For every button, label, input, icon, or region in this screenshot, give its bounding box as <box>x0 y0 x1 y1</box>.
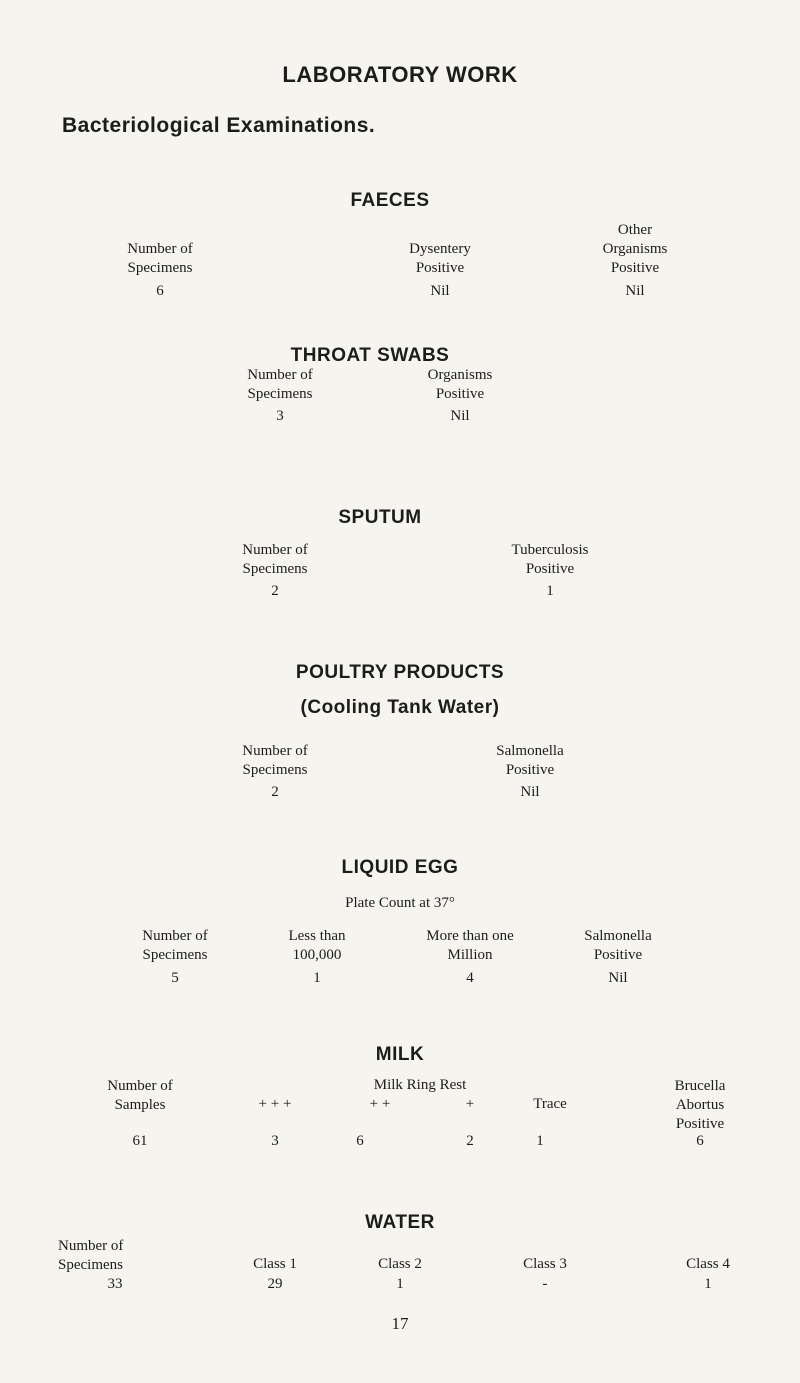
faeces-other-value: Nil <box>625 283 645 299</box>
milk-brucella-value: 6 <box>696 1133 704 1149</box>
poultry-subheading: (Cooling Tank Water) <box>300 697 500 718</box>
egg-more-than-value: 4 <box>466 970 474 986</box>
liquid-egg-heading: LIQUID EGG <box>341 857 459 878</box>
faeces-specimens-label: Number of Specimens <box>127 241 193 276</box>
water-class4-label: Class 4 <box>686 1256 730 1272</box>
throat-organisms-value: Nil <box>450 408 470 424</box>
sputum-specimens-value: 2 <box>271 583 279 599</box>
water-specimens-label: Number of Specimens <box>58 1238 124 1273</box>
egg-more-than-label: More than one Million <box>426 928 514 963</box>
liquid-egg-subheading: Plate Count at 37° <box>345 895 455 911</box>
milk-trace-value: 1 <box>536 1133 544 1149</box>
page-title: LABORATORY WORK <box>282 62 518 87</box>
throat-specimens-label: Number of Specimens <box>247 367 313 402</box>
milk-samples-label: Number of Samples <box>107 1078 173 1113</box>
water-specimens-value: 33 <box>107 1276 123 1292</box>
milk-samples-value: 61 <box>132 1133 148 1149</box>
egg-less-than-value: 1 <box>313 970 321 986</box>
faeces-specimens-value: 6 <box>156 283 164 299</box>
milk-plus1-value: 2 <box>466 1133 474 1149</box>
milk-plus1-label: + <box>465 1096 475 1112</box>
water-heading: WATER <box>365 1212 435 1233</box>
water-class2-value: 1 <box>396 1276 404 1292</box>
throat-swabs-heading: THROAT SWABS <box>290 345 450 366</box>
sputum-heading: SPUTUM <box>338 507 422 528</box>
poultry-specimens-label: Number of Specimens <box>242 743 308 778</box>
milk-ring-rest-label: Milk Ring Rest <box>373 1077 467 1093</box>
egg-salmonella-label: Salmonella Positive <box>584 928 652 963</box>
water-class1-label: Class 1 <box>253 1256 297 1272</box>
milk-heading: MILK <box>375 1044 425 1065</box>
water-class1-value: 29 <box>267 1276 283 1292</box>
page-subtitle: Bacteriological Examinations. <box>62 114 376 137</box>
faeces-heading: FAECES <box>350 190 430 211</box>
faeces-other-label: Other Organisms Positive <box>602 222 668 276</box>
milk-plus2-label: + + <box>369 1096 391 1112</box>
water-class3-label: Class 3 <box>523 1256 567 1272</box>
egg-specimens-label: Number of Specimens <box>142 928 208 963</box>
poultry-salmonella-value: Nil <box>520 784 540 800</box>
faeces-dysentery-label: Dysentery Positive <box>409 241 471 276</box>
water-class4-value: 1 <box>704 1276 712 1292</box>
sputum-tuberculosis-value: 1 <box>546 583 554 599</box>
poultry-specimens-value: 2 <box>271 784 279 800</box>
throat-specimens-value: 3 <box>276 408 284 424</box>
egg-salmonella-value: Nil <box>608 970 628 986</box>
water-class2-label: Class 2 <box>378 1256 422 1272</box>
sputum-tuberculosis-label: Tuberculosis Positive <box>511 542 589 577</box>
page-number: 17 <box>391 1314 409 1333</box>
water-class3-value: - <box>542 1276 548 1292</box>
throat-organisms-label: Organisms Positive <box>427 367 493 402</box>
milk-plus3-label: + + + <box>258 1096 292 1112</box>
sputum-specimens-label: Number of Specimens <box>242 542 308 577</box>
milk-plus2-value: 6 <box>356 1133 364 1149</box>
milk-brucella-label: Brucella Abortus Positive <box>674 1078 726 1132</box>
milk-trace-label: Trace <box>533 1096 567 1112</box>
egg-less-than-label: Less than 100,000 <box>288 928 346 963</box>
poultry-heading: POULTRY PRODUCTS <box>295 662 505 683</box>
egg-specimens-value: 5 <box>171 970 179 986</box>
poultry-salmonella-label: Salmonella Positive <box>496 743 564 778</box>
milk-plus3-value: 3 <box>271 1133 279 1149</box>
faeces-dysentery-value: Nil <box>430 283 450 299</box>
